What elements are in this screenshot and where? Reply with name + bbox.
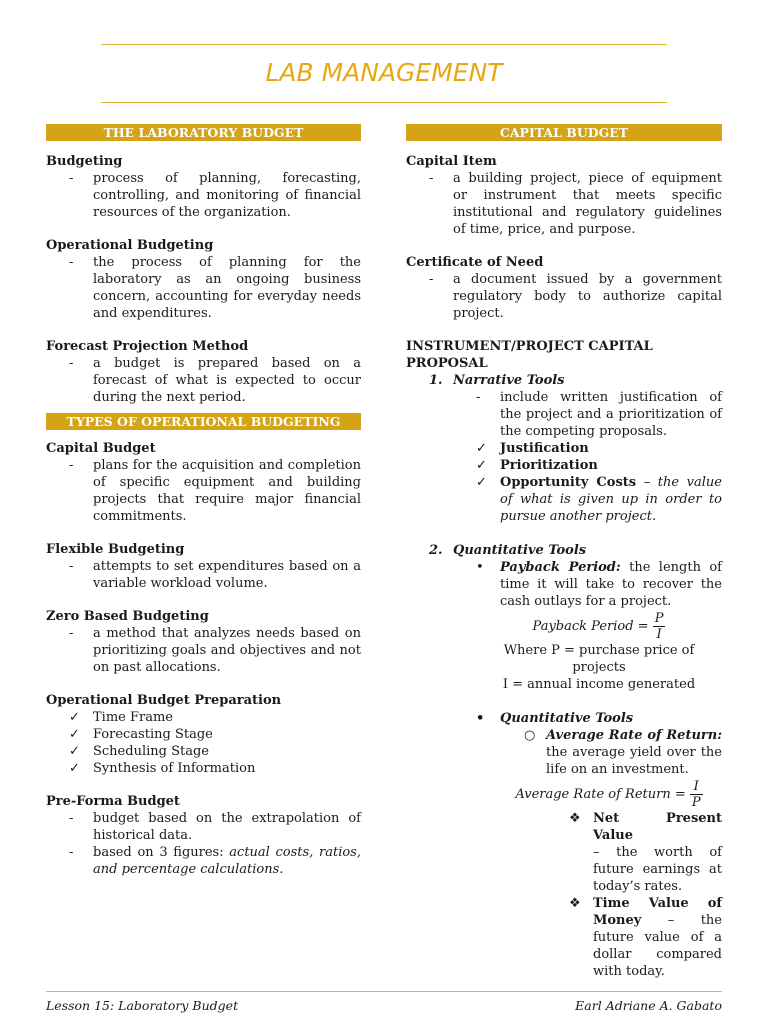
where-line-2: I = annual income generated [502, 677, 696, 692]
top-rule [101, 44, 667, 45]
list-item: ○ Average Rate of Return: the average yield over the life on an investment. [524, 728, 722, 777]
heading-flexible-budgeting: Flexible Budgeting [46, 542, 185, 557]
list-item: ❖ Net Present Value – the worth of future earnings at today’s rates. [569, 811, 722, 894]
heading-certificate-of-need: Certificate of Need [406, 255, 544, 270]
list-item: - the process of planning for the laboratory as an ongoing business concern, accounting for everyday needs and expenditures. [69, 255, 361, 321]
where-line-1: Where P = purchase price of projects [503, 643, 695, 675]
list-item: ✓ Forecasting Stage [69, 727, 213, 742]
arr-fraction: $\frac{I}{P}$ [691, 779, 701, 810]
list-item: - a method that analyzes needs based on prioritizing goals and objectives and not on past allocations. [69, 626, 361, 675]
list-item: - budget based on the extrapolation of historical data. [69, 811, 361, 843]
dash-icon: - [69, 171, 74, 186]
list-item: - plans for the acquisition and completion of specific equipment and building projects that require major financial commitments. [69, 458, 361, 524]
section-band-types-operational: TYPES OF OPERATIONAL BUDGETING [46, 413, 361, 430]
arr-equation: Average Rate of Return = $\frac{I}{P}$ [515, 779, 701, 810]
heading-capital-proposal: INSTRUMENT/PROJECT CAPITAL PROPOSAL [406, 339, 653, 371]
dash-icon: - [69, 458, 74, 473]
heading-zero-based: Zero Based Budgeting [46, 609, 209, 624]
circle-icon: ○ [524, 728, 536, 743]
list-item: - process of planning, forecasting, controlling, and monitoring of financial resources of the organization. [69, 171, 361, 220]
list-item: • Quantitative Tools [476, 711, 634, 726]
dash-icon: - [429, 272, 434, 287]
heading-budget-preparation: Operational Budget Preparation [46, 693, 282, 708]
bullet-icon: • [476, 560, 484, 575]
heading-pre-forma: Pre-Forma Budget [46, 794, 180, 809]
list-item: - a budget is prepared based on a forecast of what is expected to occur during the next period. [69, 356, 361, 405]
dash-icon: - [69, 559, 74, 574]
list-item: ✓ Prioritization [476, 458, 598, 473]
left-column [46, 124, 361, 878]
list-item: ✓ Scheduling Stage [69, 744, 209, 759]
list-item: ✓ Time Frame [69, 710, 173, 725]
payback-fraction: $\frac{P}{I}$ [654, 611, 664, 642]
list-item: - based on 3 figures: actual costs, ratios, and percentage calculations. [69, 845, 361, 877]
check-icon: ✓ [476, 458, 487, 473]
diamond-icon: ❖ [569, 896, 581, 911]
numbered-item-quantitative: 2. Quantitative Tools [429, 543, 587, 558]
section-band-capital-budget: CAPITAL BUDGET [406, 124, 722, 141]
numbered-item-narrative: 1. Narrative Tools [429, 373, 565, 388]
list-item: - attempts to set expenditures based on a variable workload volume. [69, 559, 361, 591]
bullet-icon: • [476, 711, 485, 726]
heading-forecast-projection: Forecast Projection Method [46, 339, 249, 354]
dash-icon: - [69, 811, 74, 826]
list-item: - a document issued by a government regulatory body to authorize capital project. [429, 272, 722, 321]
list-item: • Payback Period: the length of time it will take to recover the cash outlays for a project. [476, 560, 722, 609]
list-item: ✓ Justification [476, 441, 589, 456]
check-icon: ✓ [69, 727, 80, 742]
heading-capital-item: Capital Item [406, 154, 497, 169]
list-item: ✓ Opportunity Costs – the value of what is given up in order to pursue another project. [476, 475, 723, 524]
list-item: ❖ Time Value of Money – the future value of a dollar compared with today. [569, 896, 722, 979]
diamond-icon: ❖ [569, 811, 581, 826]
list-item: - a building project, piece of equipment or instrument that meets specific institutional and regulatory guidelines of time, price, and purpose. [429, 171, 722, 237]
check-icon: ✓ [476, 475, 487, 490]
dash-icon: - [69, 356, 74, 371]
heading-capital-budget: Capital Budget [46, 441, 156, 456]
dash-icon: - [69, 845, 74, 860]
list-item: - include written justification of the project and a prioritization of the competing proposals. [476, 390, 722, 439]
check-icon: ✓ [476, 441, 487, 456]
right-column [406, 124, 722, 980]
check-icon: ✓ [69, 710, 80, 725]
dash-icon: - [429, 171, 434, 186]
heading-budgeting: Budgeting [46, 154, 123, 169]
footer-author: Earl Adriane A. Gabato [575, 998, 722, 1013]
list-item: ✓ Synthesis of Information [69, 761, 256, 776]
check-icon: ✓ [69, 761, 80, 776]
page-title: LAB MANAGEMENT [265, 58, 503, 87]
dash-icon: - [69, 626, 74, 641]
footer-rule [46, 991, 722, 992]
dash-icon: - [69, 255, 74, 270]
footer-lesson: Lesson 15: Laboratory Budget [46, 998, 239, 1013]
heading-operational-budgeting: Operational Budgeting [46, 238, 214, 253]
title-rule [101, 102, 667, 103]
payback-equation: Payback Period = $\frac{P}{I}$ [532, 611, 664, 642]
section-band-laboratory-budget: THE LABORATORY BUDGET [46, 124, 361, 141]
check-icon: ✓ [69, 744, 80, 759]
dash-icon: - [476, 390, 481, 405]
